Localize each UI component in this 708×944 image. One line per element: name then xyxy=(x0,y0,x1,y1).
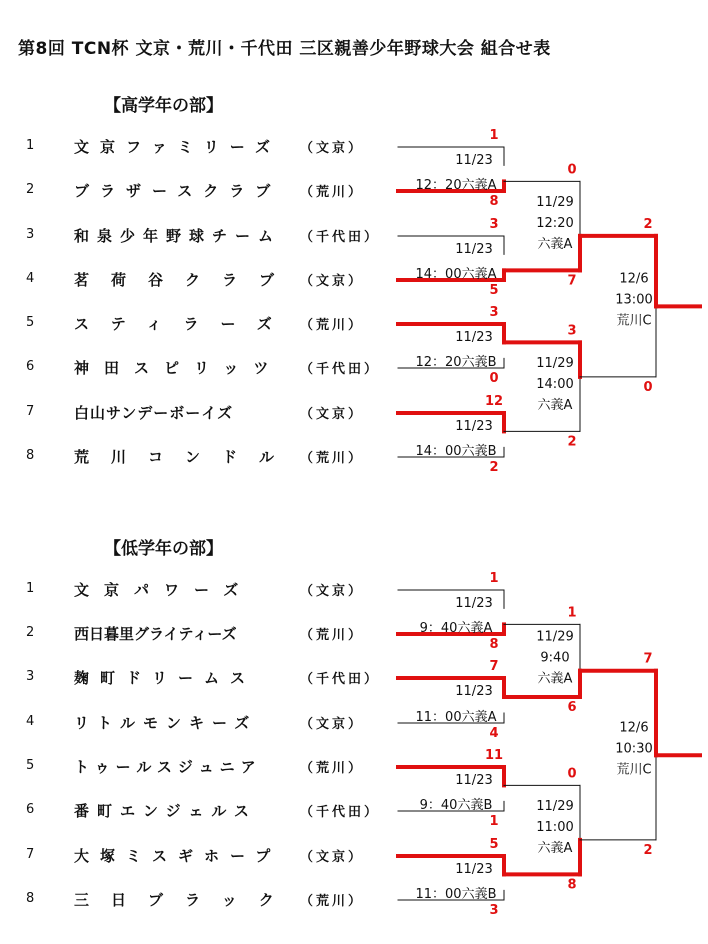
team-name: 文京パワーズ xyxy=(74,581,254,599)
match-date: 11/23 xyxy=(455,153,493,168)
team-seed: 3 xyxy=(26,227,35,242)
match-time: 9:40 xyxy=(540,650,570,666)
score-label: 12 xyxy=(484,394,504,409)
match-venue: 六義A xyxy=(537,671,573,687)
team-seed: 5 xyxy=(26,315,35,330)
score-label: 2 xyxy=(489,460,499,475)
match-time-venue: 12：20六義B xyxy=(415,355,497,370)
team-seed: 5 xyxy=(26,758,35,773)
score-label: 11 xyxy=(484,748,504,763)
team-name: 和泉少年野球チーム xyxy=(74,227,282,245)
team-seed: 7 xyxy=(26,847,35,862)
match-date: 11/23 xyxy=(455,242,493,257)
team-district: （荒川） xyxy=(300,628,365,643)
match-date: 11/23 xyxy=(455,773,493,788)
team-seed: 1 xyxy=(26,138,35,153)
score-label: 7 xyxy=(489,659,499,674)
match-date: 11/23 xyxy=(455,596,493,611)
team-name: 番町エンジェルス xyxy=(74,802,257,820)
match-time-venue: 12：20六義A xyxy=(415,178,497,193)
score-label: 8 xyxy=(489,637,499,652)
score-label: 7 xyxy=(567,273,577,289)
score-label: 3 xyxy=(489,217,499,232)
match-time-venue: 9：40六義B xyxy=(419,798,493,813)
section-heading-upper: 【高学年の部】 xyxy=(104,96,223,116)
match-date: 11/23 xyxy=(455,419,493,434)
team-district: （荒川） xyxy=(300,451,365,466)
team-seed: 4 xyxy=(26,714,35,729)
team-name: 荒川コンドル xyxy=(74,448,297,466)
match-time: 13:00 xyxy=(615,292,653,308)
match-date: 11/29 xyxy=(536,798,574,814)
match-time-venue: 14：00六義B xyxy=(415,444,497,459)
score-label: 6 xyxy=(567,700,577,715)
score-label: 1 xyxy=(567,605,577,621)
team-district: （文京） xyxy=(300,584,365,599)
team-name: スティラーズ xyxy=(74,315,294,333)
team-name: 大塚ミスギホープ xyxy=(74,847,282,865)
match-date: 11/23 xyxy=(455,684,493,699)
match-date: 11/29 xyxy=(536,355,574,371)
match-time-venue: 11：00六義B xyxy=(415,887,497,902)
team-district: （文京） xyxy=(300,407,365,422)
team-name: リトルモンキーズ xyxy=(74,714,258,732)
match-time: 14:00 xyxy=(536,376,574,392)
team-district: （荒川） xyxy=(300,185,365,200)
match-date: 11/29 xyxy=(536,629,574,645)
score-label: 8 xyxy=(567,877,577,893)
team-name: 白山サンデーボーイズ xyxy=(74,404,234,422)
match-venue: 六義A xyxy=(537,236,573,252)
team-district: （荒川） xyxy=(300,318,365,333)
team-name: 麹町ドリームス xyxy=(74,669,257,687)
match-date: 12/6 xyxy=(619,720,649,736)
team-district: （文京） xyxy=(300,141,365,156)
team-name: ブラザースクラブ xyxy=(74,182,282,200)
match-time: 11:00 xyxy=(536,819,574,835)
team-district: （文京） xyxy=(300,274,365,289)
team-name: 西日暮里グライティーズ xyxy=(74,625,237,643)
team-district: （文京） xyxy=(300,850,365,865)
score-label: 3 xyxy=(567,323,577,339)
team-seed: 4 xyxy=(26,271,35,286)
score-label: 0 xyxy=(567,766,577,782)
score-label: 1 xyxy=(489,128,499,143)
team-name: トゥールスジュニア xyxy=(74,758,262,776)
team-seed: 8 xyxy=(26,891,35,906)
team-seed: 7 xyxy=(26,404,35,419)
match-time: 10:30 xyxy=(615,741,653,757)
match-time: 12:20 xyxy=(536,215,574,231)
score-label: 5 xyxy=(489,283,499,298)
score-label: 0 xyxy=(567,162,577,178)
team-seed: 6 xyxy=(26,359,35,374)
team-district: （千代田） xyxy=(300,230,381,245)
team-district: （文京） xyxy=(300,717,365,732)
team-seed: 2 xyxy=(26,625,35,640)
match-time-venue: 14：00六義A xyxy=(415,267,497,282)
score-label: 8 xyxy=(489,194,499,209)
score-label: 3 xyxy=(489,305,499,320)
team-seed: 1 xyxy=(26,581,35,596)
match-date: 11/23 xyxy=(455,330,493,345)
team-district: （千代田） xyxy=(300,672,381,687)
team-district: （千代田） xyxy=(300,805,381,820)
team-seed: 6 xyxy=(26,802,35,817)
team-seed: 2 xyxy=(26,182,35,197)
match-venue: 六義A xyxy=(537,840,573,856)
team-name: 文京ファミリーズ xyxy=(74,138,281,156)
match-date: 11/23 xyxy=(455,862,493,877)
score-label: 1 xyxy=(489,571,499,586)
match-time-venue: 9：40六義A xyxy=(419,621,493,636)
match-venue: 荒川C xyxy=(616,762,652,778)
score-label: 2 xyxy=(567,434,577,450)
score-label: 4 xyxy=(489,726,499,741)
team-name: 茗荷谷クラブ xyxy=(74,271,297,289)
team-name: 三日ブラック xyxy=(74,891,296,909)
score-label: 5 xyxy=(489,837,499,852)
score-label: 3 xyxy=(489,903,499,918)
team-name: 神田スピリッツ xyxy=(74,359,284,377)
score-label: 0 xyxy=(643,379,653,395)
match-venue: 荒川C xyxy=(616,313,652,329)
score-label: 2 xyxy=(643,842,653,858)
score-label: 7 xyxy=(643,651,653,667)
match-venue: 六義A xyxy=(537,397,573,413)
team-seed: 8 xyxy=(26,448,35,463)
match-date: 12/6 xyxy=(619,271,649,287)
team-seed: 3 xyxy=(26,669,35,684)
score-label: 0 xyxy=(489,371,499,386)
match-time-venue: 11：00六義A xyxy=(415,710,497,725)
page-title: 第8回 TCN杯 文京・荒川・千代田 三区親善少年野球大会 組合せ表 xyxy=(18,39,551,59)
team-district: （荒川） xyxy=(300,894,365,909)
score-label: 1 xyxy=(489,814,499,829)
section-heading-lower: 【低学年の部】 xyxy=(104,539,223,559)
team-district: （荒川） xyxy=(300,761,365,776)
match-date: 11/29 xyxy=(536,194,574,210)
score-label: 2 xyxy=(643,216,653,232)
team-district: （千代田） xyxy=(300,362,381,377)
